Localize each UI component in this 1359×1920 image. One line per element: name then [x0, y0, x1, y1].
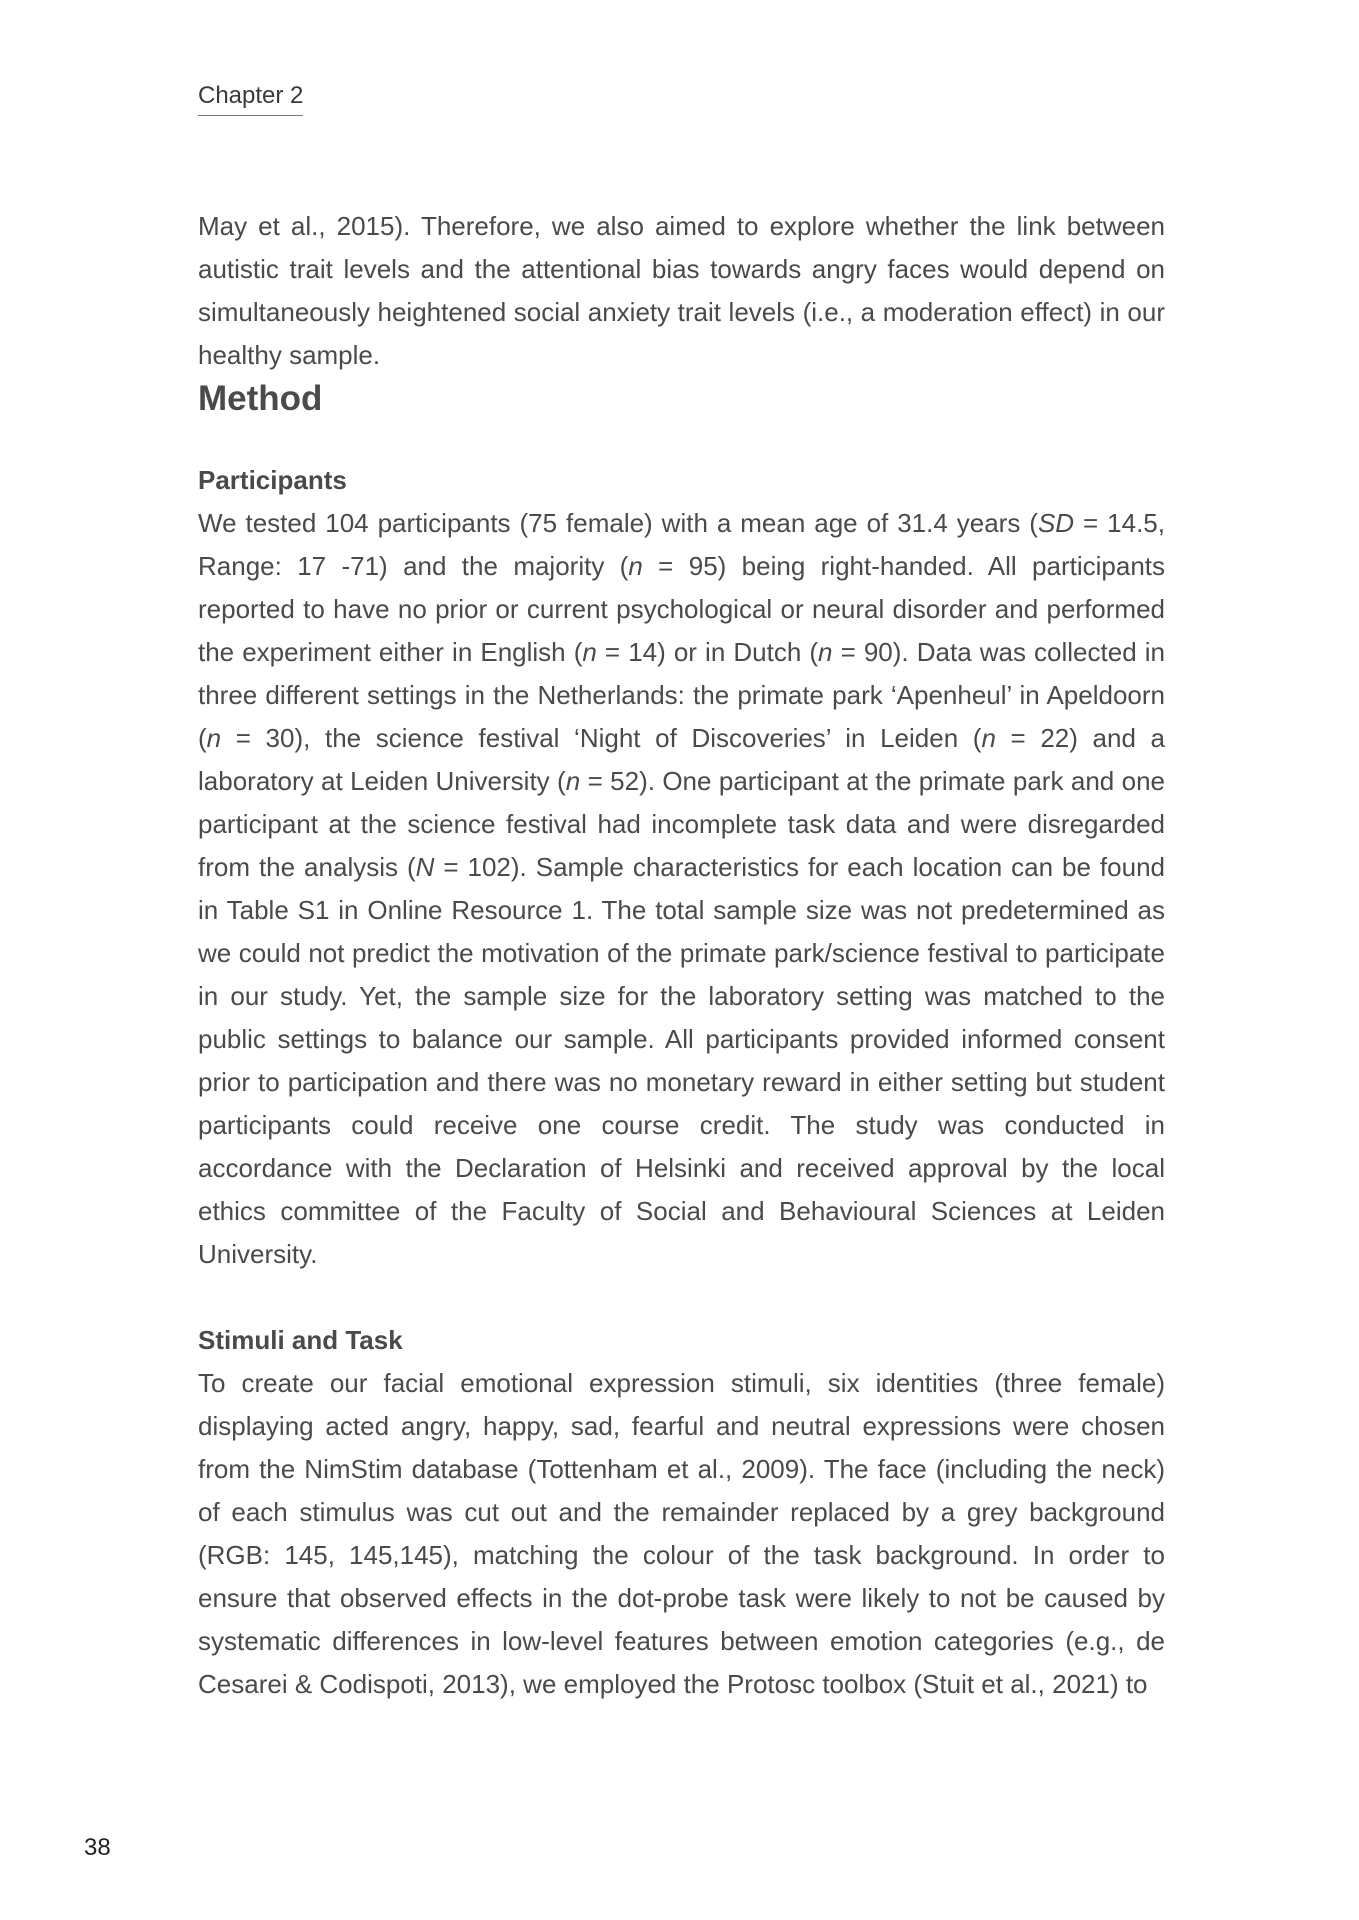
italic-symbol: n	[628, 551, 643, 581]
italic-symbol: n	[582, 637, 597, 667]
text-segment: = 30), the science festival ‘Night of Discoveries’ in Leiden (	[221, 723, 982, 753]
text-segment: = 95) being right-handed. All participants reported to have no prior or current psychological or neural disorder and performed the experiment either in English (	[198, 551, 1165, 667]
running-head: Chapter 2	[198, 82, 303, 116]
page-number: 38	[84, 1834, 111, 1861]
text-segment: = 14) or in Dutch (	[596, 637, 819, 667]
italic-symbol: n	[206, 723, 222, 753]
text-segment: = 102). Sample characteristics for each location can be found in Table S1 in Online Resource 1. The total sample size was not predetermined as we could not predict the motivation of the primate park/science festival to participate in our study. Yet, the sample size for the laboratory setting was matched to the public settings to balance our sample. All participants provided informed consent prior to participation and there was no monetary reward in either setting but student participants could receive one course credit. The study was conducted in accordance with the Declaration of Helsinki and received approval by the local ethics committee of the Faculty of Social and Behavioural Sciences at Leiden University.	[198, 852, 1165, 1269]
participants-paragraph	[198, 502, 1165, 1276]
section-heading: Method	[198, 379, 323, 418]
section-gap	[198, 1276, 1165, 1319]
italic-symbol: N	[415, 852, 435, 882]
text-segment: = 22) and a laboratory at Leiden University (	[198, 723, 1165, 796]
text-segment: We tested 104 participants (75 female) with a mean age of 31.4 years (	[198, 508, 1038, 538]
stimuli-paragraph: To create our facial emotional expression stimuli, six identities (three female) displaying acted angry, happy, sad, fearful and neutral expressions were chosen from the NimStim database (Tottenham et al., 2009). The face (including the neck) of each stimulus was cut out and the remainder replaced by a grey background (RGB: 145, 145,145), matching the colour of the task background. In order to ensure that observed effects in the dot-probe task were likely to not be caused by systematic differences in low-level features between emotion categories (e.g., de Cesarei & Codispoti, 2013), we employed the Protosc toolbox (Stuit et al., 2021) to	[198, 1368, 1165, 1699]
text-segment: = 52). One participant at the primate park and one participant at the science festival had incomplete task data and were disregarded from the analysis (	[198, 766, 1166, 882]
text-segment: = 14.5, Range: 17 -71) and the majority (	[198, 508, 1165, 581]
page-content	[198, 205, 1165, 1706]
text-segment: = 90). Data was collected in three different settings in the Netherlands: the primate park ‘Apenheul’ in Apeldoorn (	[198, 637, 1165, 753]
participants-heading: Participants	[198, 465, 347, 495]
italic-symbol: SD	[1037, 508, 1075, 538]
italic-symbol: n	[981, 723, 996, 753]
italic-symbol: n	[565, 766, 581, 796]
intro-paragraph: May et al., 2015). Therefore, we also aimed to explore whether the link between autistic trait levels and the attentional bias towards angry faces would depend on simultaneously heightened social anxiety trait levels (i.e., a moderation effect) in our healthy sample.	[198, 211, 1165, 370]
stimuli-heading: Stimuli and Task	[198, 1325, 403, 1355]
italic-symbol: n	[818, 637, 833, 667]
